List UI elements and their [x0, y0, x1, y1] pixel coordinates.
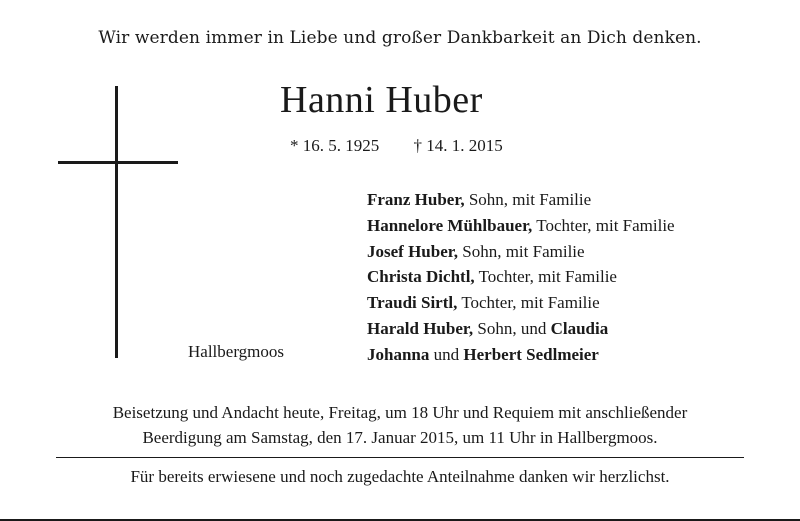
cross-horizontal-bar — [58, 161, 178, 164]
survivor-name: Johanna — [367, 344, 430, 364]
deceased-name: Hanni Huber — [280, 79, 483, 121]
cross-icon — [58, 86, 178, 358]
survivor-name: Josef Huber, — [367, 241, 458, 261]
survivor-relation: und — [429, 344, 464, 364]
survivor-relation: Tochter, mit Familie — [474, 267, 617, 287]
funeral-info — [0, 400, 800, 450]
survivor-name: Traudi Sirtl, — [367, 293, 458, 313]
survivor-name: Franz Huber, — [367, 190, 465, 209]
death-date: † 14. 1. 2015 — [413, 136, 503, 155]
place-name: Hallbergmoos — [188, 342, 285, 361]
divider-line — [56, 457, 744, 458]
survivor-name: Hannelore Mühlbauer, — [367, 215, 533, 235]
birth-date: * 16. 5. 1925 — [290, 136, 380, 155]
cross-vertical-bar — [115, 86, 118, 358]
survivor-name: Christa Dichtl, — [367, 267, 475, 287]
motto-text: Wir werden immer in Liebe und großer Dankbarkeit an Dich denken. — [98, 28, 702, 48]
funeral-line-2: Beerdigung am Samstag, den 17. Januar 2015, um 11 Uhr in Hallbergmoos. — [142, 428, 658, 447]
survivor-line — [367, 264, 675, 290]
survivor-line — [367, 290, 675, 316]
survivor-relation: Sohn, mit Familie — [458, 241, 585, 261]
funeral-line-1: Beisetzung und Andacht heute, Freitag, um 18 Uhr und Requiem mit anschließender — [112, 403, 688, 422]
survivor-relation: Tochter, mit Familie — [457, 293, 600, 313]
survivor-relation: Sohn, mit Familie — [464, 190, 592, 209]
survivor-relation: Tochter, mit Familie — [532, 215, 675, 235]
survivor-line — [367, 316, 675, 342]
survivor-line — [367, 187, 675, 213]
survivors-list — [367, 187, 675, 368]
survivor-partner-name: Claudia — [550, 318, 609, 338]
survivor-line — [367, 213, 675, 239]
survivor-line — [367, 342, 675, 368]
survivor-partner-name: Herbert Sedlmeier — [463, 344, 599, 364]
survivor-relation: Sohn, und — [473, 318, 551, 338]
survivor-name: Harald Huber, — [367, 318, 474, 338]
survivor-line — [367, 239, 675, 265]
life-dates — [290, 136, 503, 156]
thanks-text: Für bereits erwiesene und noch zugedachte Anteilnahme danken wir herzlichst. — [130, 467, 670, 486]
